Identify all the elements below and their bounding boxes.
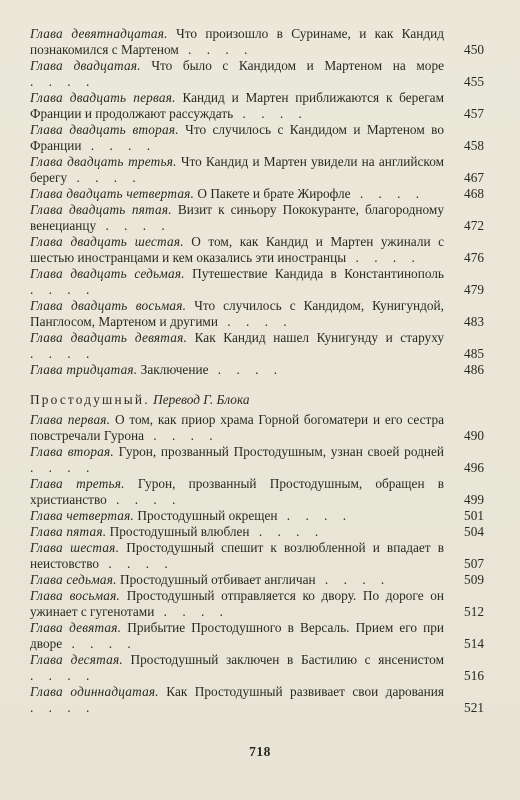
chapter-title: Что произошло в Суринаме, и как Кандид познакомился с Мартеном: [30, 26, 445, 57]
page-ref: 514: [464, 636, 484, 651]
leader-dots: . . . .: [249, 524, 325, 539]
chapter-label: Глава двадцать девятая.: [30, 330, 187, 345]
page-ref: 468: [464, 186, 484, 201]
toc-entry: [30, 186, 484, 202]
leader-dots: . . . .: [30, 700, 96, 715]
page-ref: 485: [464, 346, 484, 361]
page-ref: 499: [464, 492, 484, 507]
chapter-title: Прибытие Простодушного в Версаль. Прием его при дворе: [30, 620, 445, 651]
chapter-label: Глава третья.: [30, 476, 125, 491]
page-ref: 496: [464, 460, 484, 475]
chapter-label: Глава двадцать первая.: [30, 90, 176, 105]
chapter-label: Глава шестая.: [30, 540, 120, 555]
page-ref: 467: [464, 170, 484, 185]
page-ref: 450: [464, 42, 484, 57]
toc-entry: [30, 476, 484, 508]
page-ref: 490: [464, 428, 484, 443]
toc-entry: [30, 684, 484, 716]
chapter-title: Путешествие Кандида в Константинополь: [192, 266, 444, 281]
toc-entry: [30, 588, 484, 620]
chapter-label: Глава тридцатая.: [30, 362, 138, 377]
page-ref: 507: [464, 556, 484, 571]
page-ref: 476: [464, 250, 484, 265]
page-ref: 504: [464, 524, 484, 539]
toc-entry: [30, 122, 484, 154]
chapter-label: Глава вторая.: [30, 444, 114, 459]
leader-dots: . . . .: [99, 556, 174, 571]
toc-entry: [30, 234, 484, 266]
toc-entry: [30, 652, 484, 684]
chapter-title: Что случилось с Кандидом, Кунигундой, Панглосом, Мартеном и другими: [30, 298, 444, 329]
chapter-title: Простодушный влюблен: [109, 524, 250, 539]
toc-entry: [30, 298, 484, 330]
page-ref: 486: [464, 362, 484, 377]
leader-dots: . . . .: [233, 106, 308, 121]
chapter-title: Визит к синьору Пококуранте, благородному венецианцу: [30, 202, 444, 233]
toc-entry: [30, 620, 484, 652]
chapter-label: Глава девятнадцатая.: [30, 26, 168, 41]
leader-dots: . . . .: [277, 508, 353, 523]
leader-dots: . . . .: [30, 668, 96, 683]
page-ref: 479: [464, 282, 484, 297]
leader-dots: . . . .: [62, 636, 137, 651]
chapter-title: О том, как приор храма Горной богоматери и его сестра повстречали Гурона: [30, 412, 444, 443]
leader-dots: . . . .: [217, 314, 293, 329]
page-ref: 509: [464, 572, 484, 587]
chapter-title: Кандид и Мартен приближаются к берегам Франции и продолжают рассуждать: [30, 90, 444, 121]
chapter-title: Гурон, прозванный Простодушным, узнан своей родней: [118, 444, 444, 459]
chapter-title: Простодушный спешит к возлюбленной и впадает в неистовство: [30, 540, 444, 571]
chapter-label: Глава двадцать третья.: [30, 154, 177, 169]
chapter-title: Что было с Кандидом и Мартеном на море: [151, 58, 444, 73]
toc-entry: [30, 540, 484, 572]
page-ref: 472: [464, 218, 484, 233]
chapter-label: Глава пятая.: [30, 524, 107, 539]
page-ref: 521: [464, 700, 484, 715]
chapter-title: Гурон, прозванный Простодушным, обращен в христианство: [30, 476, 445, 507]
leader-dots: . . . .: [30, 74, 96, 89]
toc-part-candide: [30, 26, 484, 378]
leader-dots: . . . .: [208, 362, 284, 377]
chapter-title: Что случилось с Кандидом и Мартеном во Франции: [30, 122, 444, 153]
leader-dots: . . . .: [178, 42, 254, 57]
chapter-label: Глава девятая.: [30, 620, 122, 635]
chapter-label: Глава двадцать пятая.: [30, 202, 172, 217]
chapter-title: Как Кандид нашел Кунигунду и старуху: [194, 330, 444, 345]
page-ref: 458: [464, 138, 484, 153]
chapter-title: Что Кандид и Мартен увидели на английском берегу: [30, 154, 445, 185]
chapter-label: Глава одиннадцатая.: [30, 684, 159, 699]
toc-entry: [30, 154, 484, 186]
section-translator: Перевод Г. Блока: [153, 392, 250, 407]
chapter-label: Глава двадцать седьмая.: [30, 266, 185, 281]
toc-entry: [30, 572, 484, 588]
leader-dots: . . . .: [106, 492, 182, 507]
leader-dots: . . . .: [30, 282, 96, 297]
toc-part-ingenu: [30, 412, 484, 716]
chapter-label: Глава двадцатая.: [30, 58, 141, 73]
leader-dots: . . . .: [81, 138, 157, 153]
toc-entry: [30, 90, 484, 122]
chapter-title: Простодушный заключен в Бастилию с янсенистом: [130, 652, 444, 667]
chapter-title: Как Простодушный развивает свои дарования: [166, 684, 444, 699]
leader-dots: . . . .: [350, 186, 426, 201]
page-ref: 516: [464, 668, 484, 683]
page-ref: 512: [464, 604, 484, 619]
chapter-label: Глава десятая.: [30, 652, 123, 667]
chapter-title: Простодушный отбивает англичан: [119, 572, 316, 587]
leader-dots: . . . .: [30, 460, 96, 475]
page-ref: 457: [464, 106, 484, 121]
chapter-label: Глава седьмая.: [30, 572, 117, 587]
toc-entry: [30, 330, 484, 362]
page-ref: 455: [464, 74, 484, 89]
leader-dots: . . . .: [67, 170, 142, 185]
chapter-title: Заключение: [140, 362, 209, 377]
toc-entry: [30, 266, 484, 298]
toc-entry: [30, 58, 484, 90]
toc-entry: [30, 524, 484, 540]
leader-dots: . . . .: [96, 218, 171, 233]
page-ref: 501: [464, 508, 484, 523]
leader-dots: . . . .: [346, 250, 421, 265]
leader-dots: . . . .: [315, 572, 391, 587]
chapter-title: О Пакете и брате Жирофле: [197, 186, 351, 201]
chapter-title: Простодушный окрещен: [137, 508, 278, 523]
chapter-label: Глава четвертая.: [30, 508, 135, 523]
section-work-title: Простодушный.: [30, 392, 150, 407]
chapter-label: Глава двадцать восьмая.: [30, 298, 187, 313]
chapter-label: Глава восьмая.: [30, 588, 121, 603]
leader-dots: . . . .: [143, 428, 219, 443]
toc-entry: [30, 362, 484, 378]
chapter-label: Глава двадцать четвертая.: [30, 186, 195, 201]
page-number: 718: [249, 744, 271, 759]
chapter-label: Глава двадцать шестая.: [30, 234, 184, 249]
toc-entry: [30, 412, 484, 444]
toc-entry: [30, 26, 484, 58]
chapter-title: Простодушный отправляется ко двору. По дороге он ужинает с гугенотами: [30, 588, 444, 619]
leader-dots: . . . .: [30, 346, 96, 361]
toc-entry: [30, 508, 484, 524]
leader-dots: . . . .: [154, 604, 229, 619]
chapter-label: Глава двадцать вторая.: [30, 122, 179, 137]
toc-entry: [30, 202, 484, 234]
chapter-label: Глава первая.: [30, 412, 111, 427]
section-heading: [30, 392, 484, 408]
chapter-title: О том, как Кандид и Мартен ужинали с шестью иностранцами и кем оказались эти иностранцы: [30, 234, 445, 265]
page-ref: 483: [464, 314, 484, 329]
toc-entry: [30, 444, 484, 476]
